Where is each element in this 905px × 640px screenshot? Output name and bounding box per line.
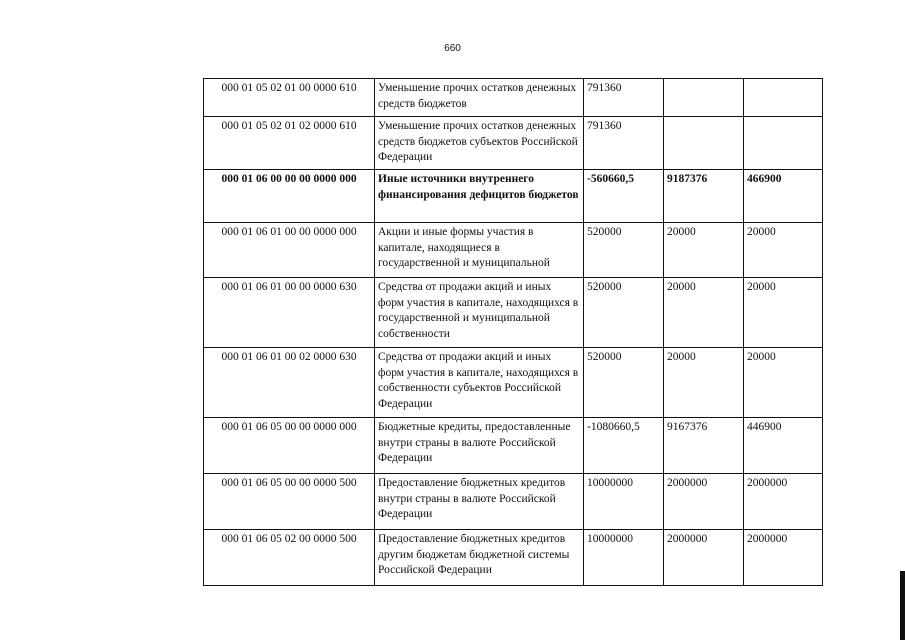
- table-row: [204, 530, 823, 586]
- amount-year3-cell: 20000: [744, 223, 823, 278]
- amount-year3-cell: [744, 79, 823, 117]
- scan-edge-mark: [900, 571, 905, 640]
- budget-code-cell: 000 01 06 01 00 00 0000 630: [204, 278, 375, 348]
- amount-year1-cell: 520000: [584, 223, 664, 278]
- item-name-cell: Средства от продажи акций и иных форм участия в капитале, находящихся в собственности субъектов Российской Федерации: [375, 348, 584, 418]
- table-row: [204, 170, 823, 223]
- table-row: [204, 474, 823, 530]
- amount-year3-cell: 20000: [744, 348, 823, 418]
- amount-year1-cell: -1080660,5: [584, 418, 664, 474]
- amount-year1-cell: 520000: [584, 278, 664, 348]
- table-row: [204, 223, 823, 278]
- table-row: [204, 79, 823, 117]
- amount-year3-cell: [744, 117, 823, 170]
- item-name-cell: Предоставление бюджетных кредитов другим бюджетам бюджетной системы Российской Федерации: [375, 530, 584, 586]
- amount-year2-cell: 20000: [664, 278, 744, 348]
- item-name-cell: Иные источники внутреннего финансирования дефицитов бюджетов: [375, 170, 584, 223]
- budget-code-cell: 000 01 05 02 01 00 0000 610: [204, 79, 375, 117]
- amount-year3-cell: 20000: [744, 278, 823, 348]
- amount-year2-cell: 9167376: [664, 418, 744, 474]
- amount-year1-cell: 520000: [584, 348, 664, 418]
- table-row: [204, 117, 823, 170]
- budget-sources-table: [203, 78, 823, 586]
- budget-code-cell: 000 01 05 02 01 02 0000 610: [204, 117, 375, 170]
- item-name-cell: Акции и иные формы участия в капитале, находящиеся в государственной и муниципальной: [375, 223, 584, 278]
- item-name-cell: Уменьшение прочих остатков денежных средств бюджетов: [375, 79, 584, 117]
- budget-code-cell: 000 01 06 01 00 02 0000 630: [204, 348, 375, 418]
- amount-year1-cell: 10000000: [584, 474, 664, 530]
- amount-year3-cell: 2000000: [744, 530, 823, 586]
- budget-code-cell: 000 01 06 05 00 00 0000 500: [204, 474, 375, 530]
- amount-year2-cell: [664, 117, 744, 170]
- table-row: [204, 418, 823, 474]
- amount-year2-cell: 20000: [664, 223, 744, 278]
- amount-year3-cell: 446900: [744, 418, 823, 474]
- amount-year2-cell: 20000: [664, 348, 744, 418]
- item-name-cell: Уменьшение прочих остатков денежных средств бюджетов субъектов Российской Федерации: [375, 117, 584, 170]
- amount-year1-cell: 791360: [584, 117, 664, 170]
- amount-year2-cell: 9187376: [664, 170, 744, 223]
- budget-code-cell: 000 01 06 00 00 00 0000 000: [204, 170, 375, 223]
- amount-year1-cell: 791360: [584, 79, 664, 117]
- table-row: [204, 348, 823, 418]
- amount-year2-cell: 2000000: [664, 530, 744, 586]
- amount-year2-cell: [664, 79, 744, 117]
- budget-code-cell: 000 01 06 05 02 00 0000 500: [204, 530, 375, 586]
- page-number: 660: [444, 43, 461, 54]
- amount-year3-cell: 2000000: [744, 474, 823, 530]
- budget-code-cell: 000 01 06 01 00 00 0000 000: [204, 223, 375, 278]
- amount-year1-cell: -560660,5: [584, 170, 664, 223]
- item-name-cell: Средства от продажи акций и иных форм участия в капитале, находящихся в государственной и муниципальной собственности: [375, 278, 584, 348]
- budget-code-cell: 000 01 06 05 00 00 0000 000: [204, 418, 375, 474]
- item-name-cell: Предоставление бюджетных кредитов внутри страны в валюте Российской Федерации: [375, 474, 584, 530]
- item-name-cell: Бюджетные кредиты, предоставленные внутри страны в валюте Российской Федерации: [375, 418, 584, 474]
- amount-year1-cell: 10000000: [584, 530, 664, 586]
- amount-year3-cell: 466900: [744, 170, 823, 223]
- table-row: [204, 278, 823, 348]
- amount-year2-cell: 2000000: [664, 474, 744, 530]
